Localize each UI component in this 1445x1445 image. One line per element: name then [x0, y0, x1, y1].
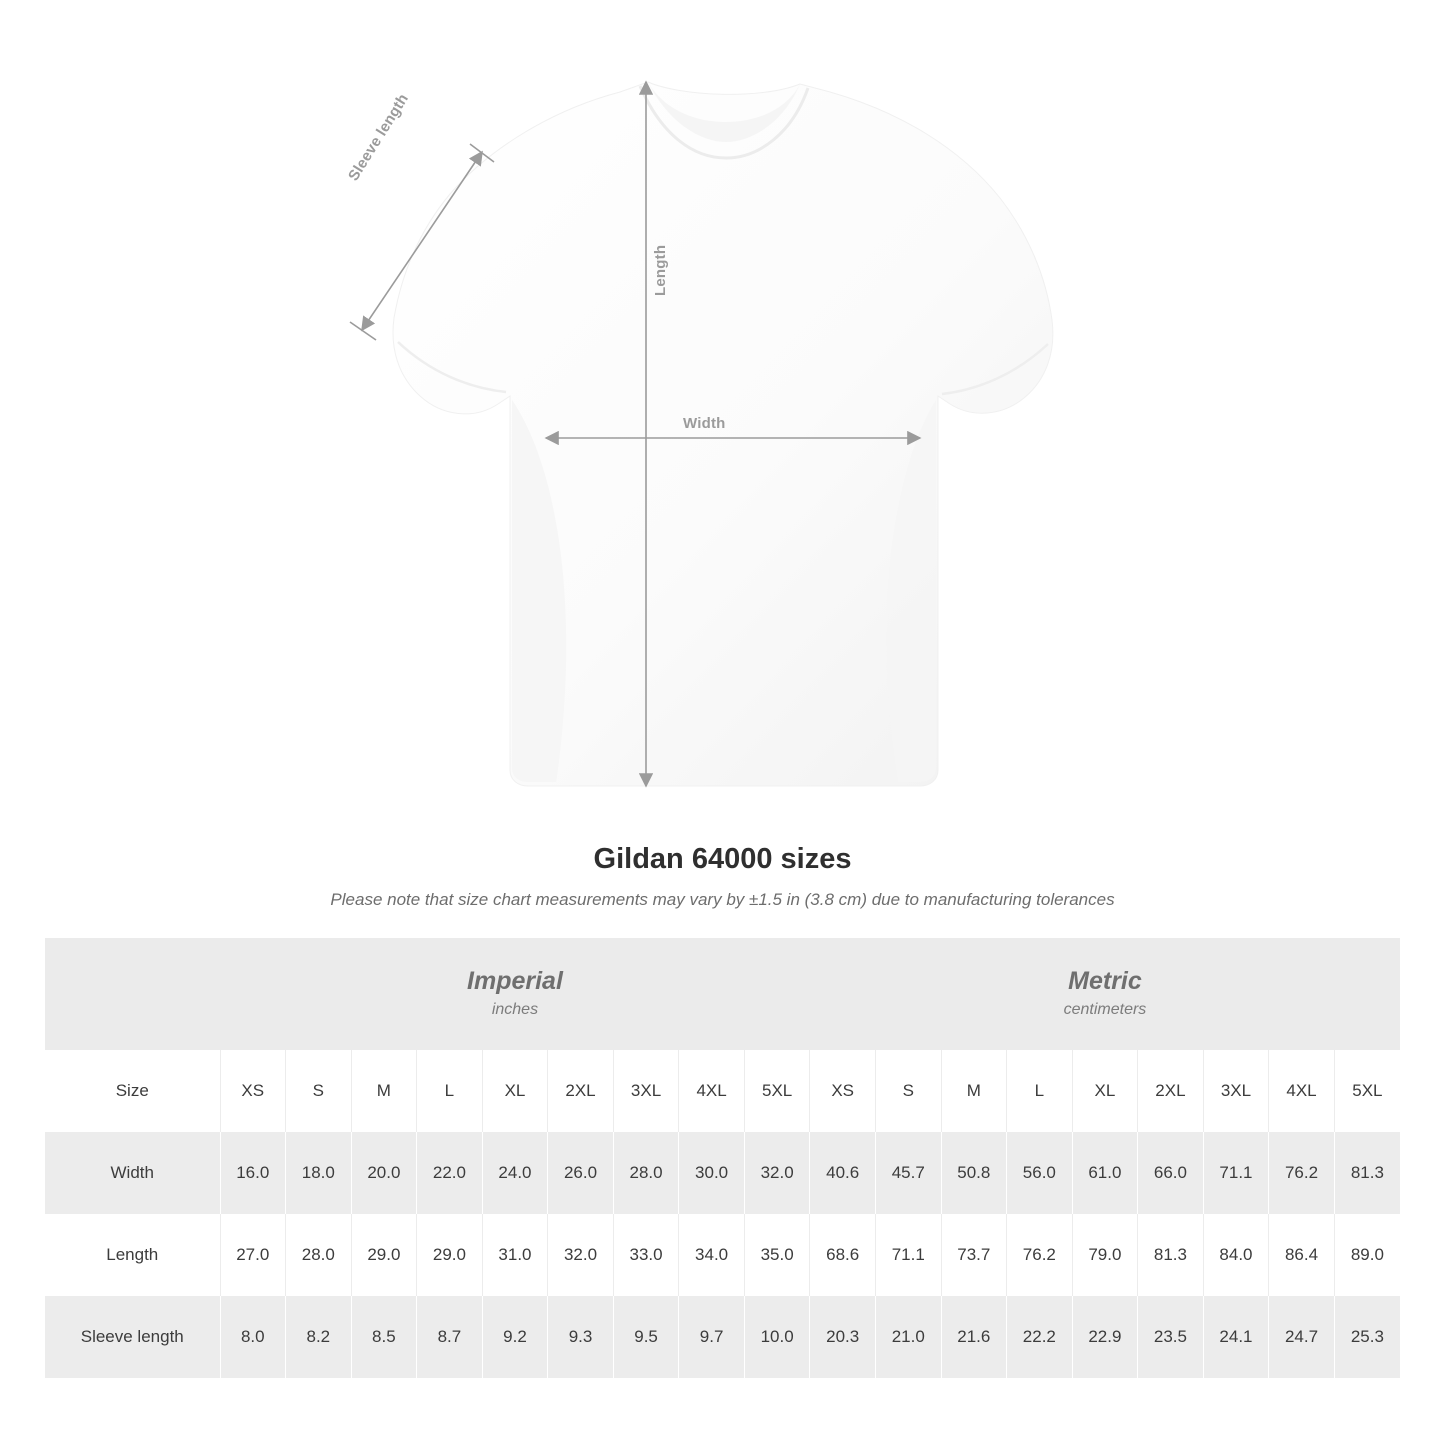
table-cell: 73.7	[941, 1214, 1007, 1296]
table-cell: 8.2	[286, 1296, 352, 1378]
imperial-unit: inches	[491, 1000, 539, 1018]
size-header-cell: 4XL	[679, 1050, 745, 1132]
table-cell: 81.3	[1138, 1214, 1204, 1296]
table-cell: 32.0	[744, 1132, 810, 1214]
title-block	[0, 843, 1445, 910]
table-cell: 24.0	[482, 1132, 548, 1214]
table-cell: 76.2	[1269, 1132, 1335, 1214]
table-cell: 31.0	[482, 1214, 548, 1296]
table-cell: 21.0	[875, 1296, 941, 1378]
size-header-cell: S	[286, 1050, 352, 1132]
table-cell: 24.1	[1203, 1296, 1269, 1378]
table-cell: 10.0	[744, 1296, 810, 1378]
size-header-cell: 3XL	[1203, 1050, 1269, 1132]
table-cell: 8.5	[351, 1296, 417, 1378]
length-label: Length	[652, 244, 669, 296]
unit-system-row	[45, 938, 1400, 1050]
size-header-cell: XL	[482, 1050, 548, 1132]
imperial-name: Imperial	[467, 966, 563, 995]
table-cell: 35.0	[744, 1214, 810, 1296]
table-cell: 81.3	[1334, 1132, 1400, 1214]
table-cell: 34.0	[679, 1214, 745, 1296]
size-header-cell: 2XL	[548, 1050, 614, 1132]
table-cell: 23.5	[1138, 1296, 1204, 1378]
table-cell: 24.7	[1269, 1296, 1335, 1378]
table-cell: 50.8	[941, 1132, 1007, 1214]
table-row	[45, 1214, 1400, 1296]
table-cell: 27.0	[220, 1214, 286, 1296]
metric-unit: centimeters	[1063, 1000, 1147, 1018]
width-label: Width	[683, 415, 726, 432]
table-cell: 33.0	[613, 1214, 679, 1296]
page-title: Gildan 64000 sizes	[593, 843, 852, 875]
table-cell: 20.3	[810, 1296, 876, 1378]
table-row	[45, 1132, 1400, 1214]
table-cell: 30.0	[679, 1132, 745, 1214]
table-cell: 9.7	[679, 1296, 745, 1378]
table-cell: 40.6	[810, 1132, 876, 1214]
size-header-cell: XL	[1072, 1050, 1138, 1132]
table-cell: 68.6	[810, 1214, 876, 1296]
table-cell: 9.5	[613, 1296, 679, 1378]
table-cell: 61.0	[1072, 1132, 1138, 1214]
size-header-cell: XS	[810, 1050, 876, 1132]
size-table-wrap	[0, 938, 1445, 1378]
table-cell: 21.6	[941, 1296, 1007, 1378]
table-cell: 71.1	[875, 1214, 941, 1296]
unit-system-corner	[45, 938, 220, 1050]
size-header-cell: L	[417, 1050, 483, 1132]
size-header-row	[45, 1050, 1400, 1132]
size-table	[45, 938, 1400, 1378]
row-label-length: Length	[45, 1214, 220, 1296]
metric-name: Metric	[1068, 966, 1142, 995]
table-cell: 26.0	[548, 1132, 614, 1214]
size-header-cell: 4XL	[1269, 1050, 1335, 1132]
table-cell: 25.3	[1334, 1296, 1400, 1378]
sleeve-length-label: Sleeve length	[345, 90, 413, 185]
size-header-cell: XS	[220, 1050, 286, 1132]
table-cell: 20.0	[351, 1132, 417, 1214]
table-row	[45, 1296, 1400, 1378]
table-cell: 86.4	[1269, 1214, 1335, 1296]
size-header-cell: M	[941, 1050, 1007, 1132]
table-cell: 56.0	[1007, 1132, 1073, 1214]
size-corner-label: Size	[45, 1050, 220, 1132]
table-cell: 22.2	[1007, 1296, 1073, 1378]
table-cell: 8.7	[417, 1296, 483, 1378]
table-cell: 22.9	[1072, 1296, 1138, 1378]
size-header-cell: 5XL	[1334, 1050, 1400, 1132]
size-header-cell: L	[1007, 1050, 1073, 1132]
size-header-cell: 2XL	[1138, 1050, 1204, 1132]
table-cell: 45.7	[875, 1132, 941, 1214]
unit-system-imperial	[220, 938, 810, 1050]
unit-system-metric	[810, 938, 1400, 1050]
row-label-sleeve-length: Sleeve length	[45, 1296, 220, 1378]
table-cell: 9.3	[548, 1296, 614, 1378]
table-cell: 29.0	[417, 1214, 483, 1296]
tolerance-note: Please note that size chart measurements may vary by ±1.5 in (3.8 cm) due to manufacturing tolerances	[330, 890, 1115, 909]
size-header-cell: 5XL	[744, 1050, 810, 1132]
table-cell: 9.2	[482, 1296, 548, 1378]
row-label-width: Width	[45, 1132, 220, 1214]
size-header-cell: M	[351, 1050, 417, 1132]
size-header-cell: 3XL	[613, 1050, 679, 1132]
table-cell: 16.0	[220, 1132, 286, 1214]
table-cell: 66.0	[1138, 1132, 1204, 1214]
table-cell: 71.1	[1203, 1132, 1269, 1214]
table-cell: 32.0	[548, 1214, 614, 1296]
table-cell: 28.0	[613, 1132, 679, 1214]
table-cell: 18.0	[286, 1132, 352, 1214]
table-cell: 84.0	[1203, 1214, 1269, 1296]
table-cell: 29.0	[351, 1214, 417, 1296]
table-cell: 28.0	[286, 1214, 352, 1296]
table-cell: 22.0	[417, 1132, 483, 1214]
size-header-cell: S	[875, 1050, 941, 1132]
table-cell: 76.2	[1007, 1214, 1073, 1296]
table-cell: 89.0	[1334, 1214, 1400, 1296]
table-cell: 8.0	[220, 1296, 286, 1378]
table-cell: 79.0	[1072, 1214, 1138, 1296]
